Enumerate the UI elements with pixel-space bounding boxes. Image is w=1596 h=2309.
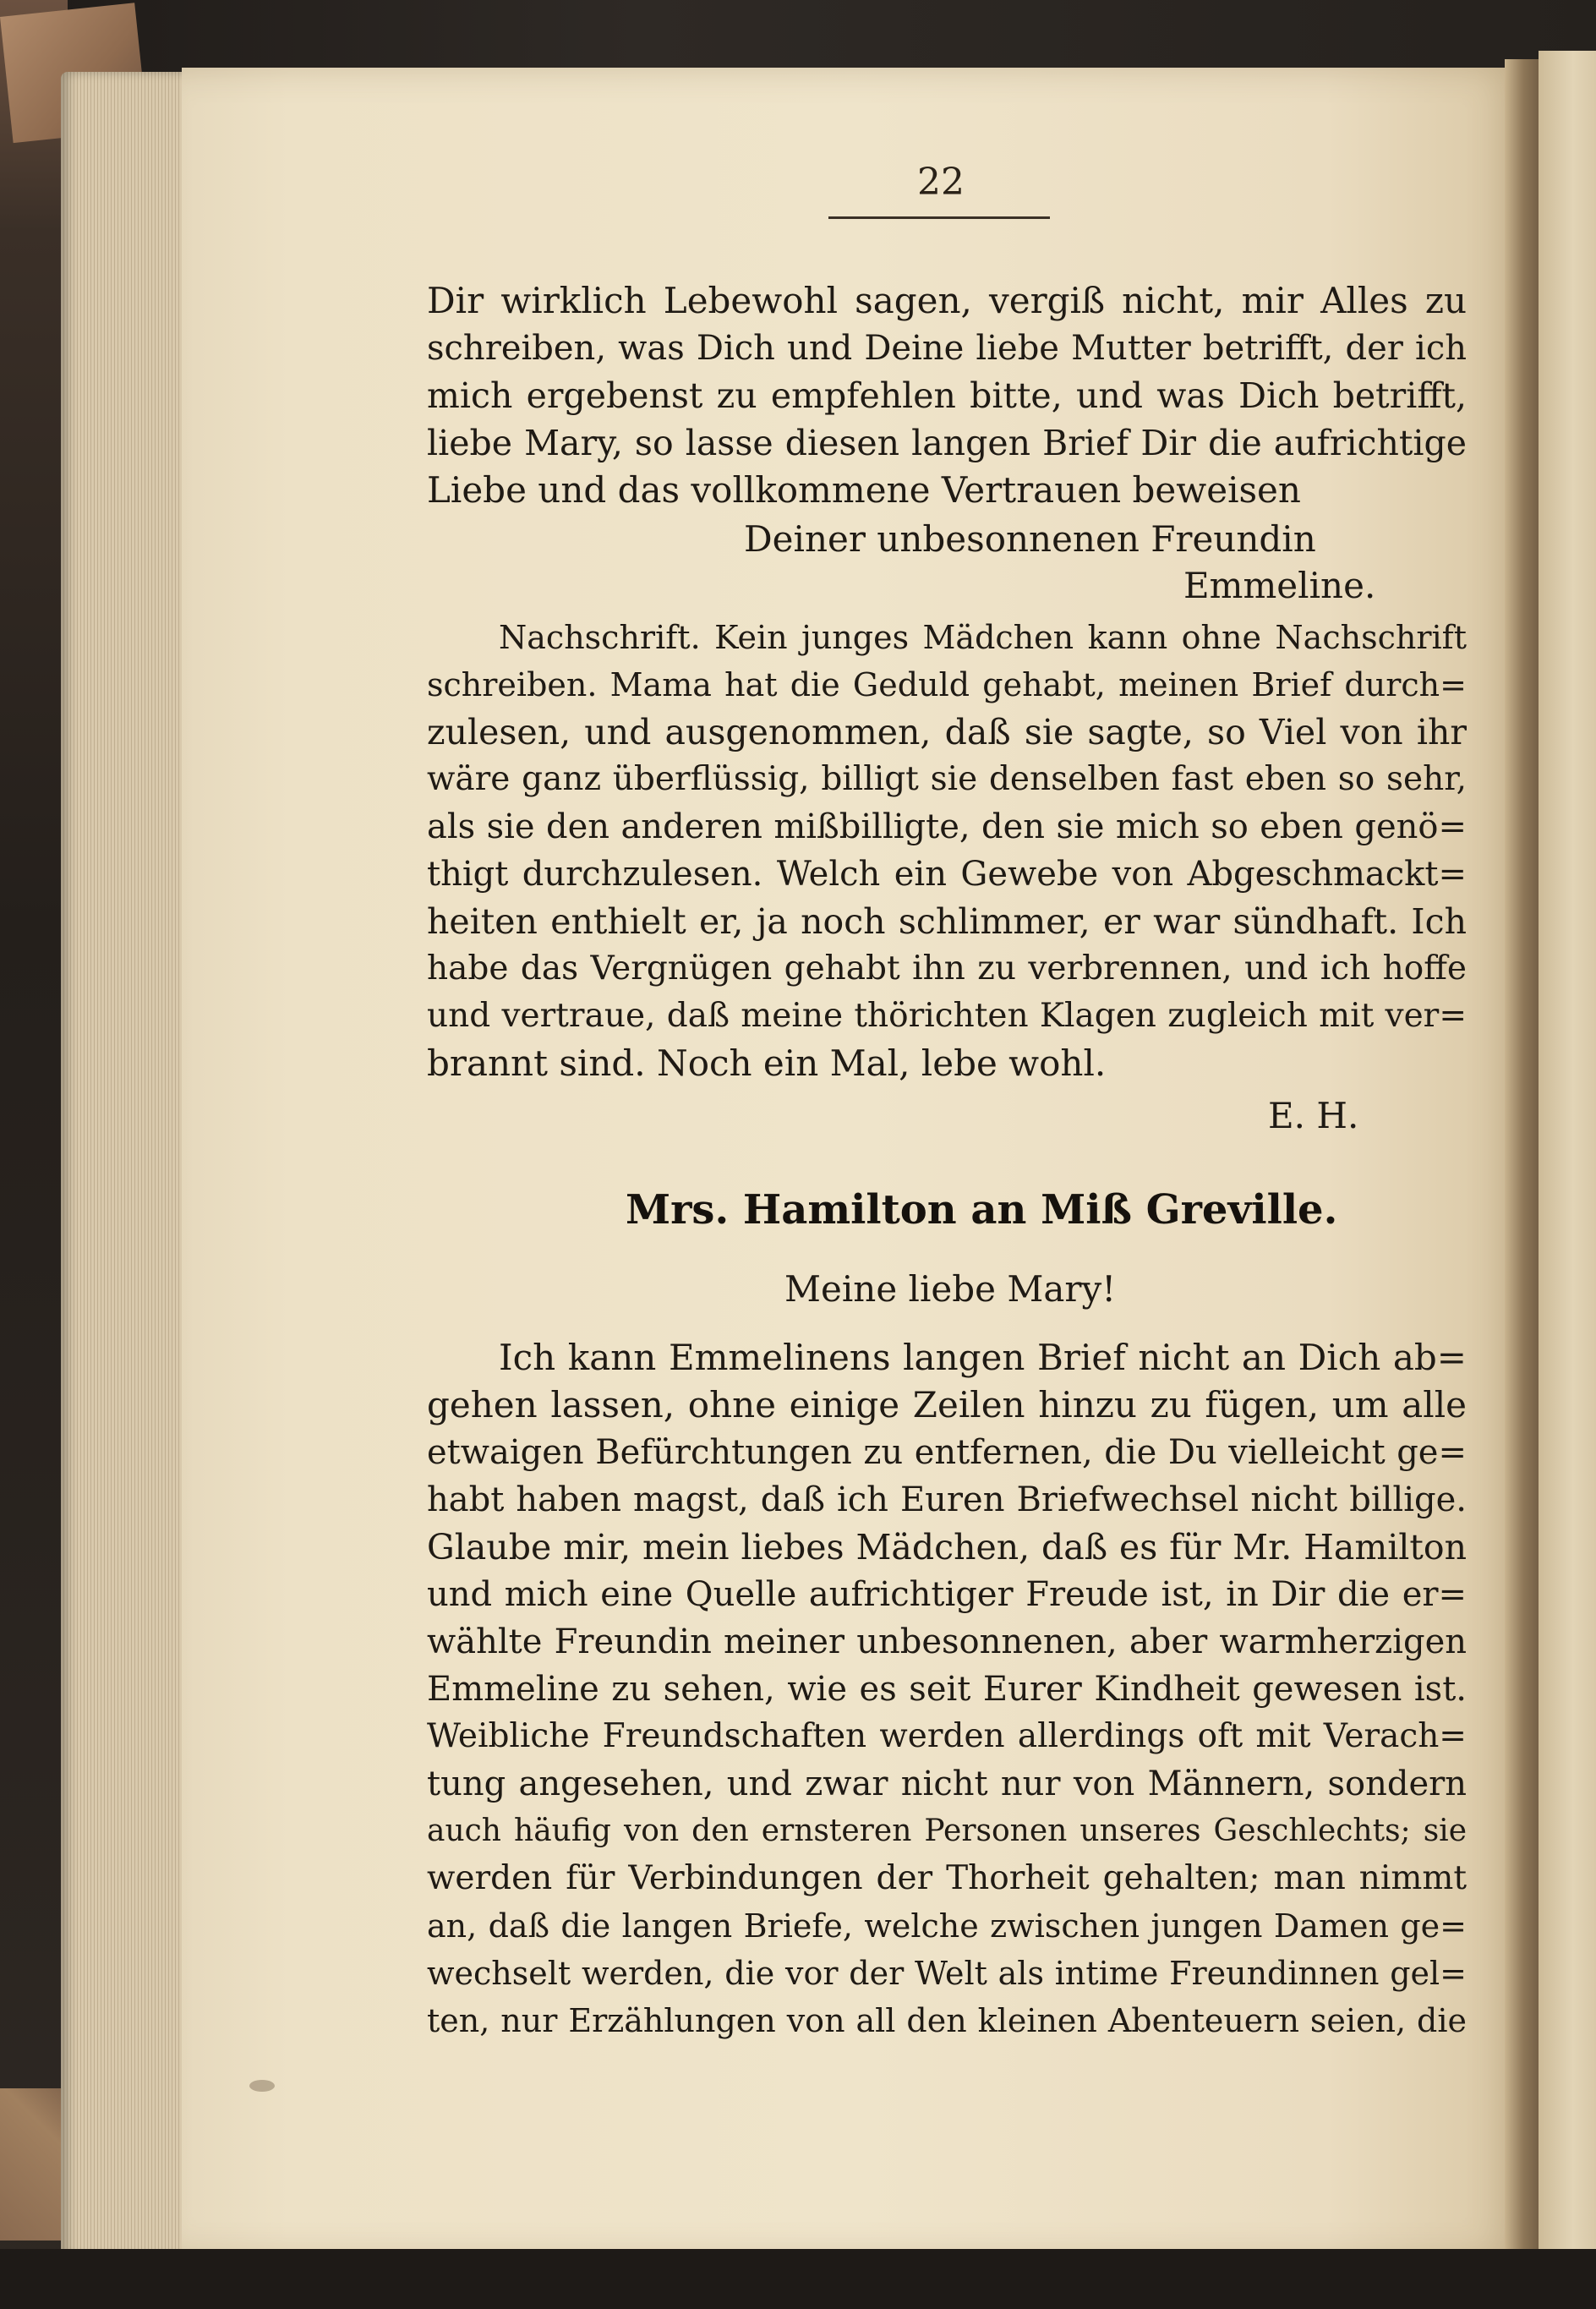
text-line: habe das Vergnügen gehabt ihn zu verbrennen, und ich hoffe	[427, 949, 1467, 988]
text-line: Ich kann Emmelinens langen Brief nicht an Dich ab=	[499, 1337, 1467, 1378]
book-gutter	[1505, 59, 1543, 2257]
text-line: thigt durchzulesen. Welch ein Gewebe von Abgeschmackt=	[427, 855, 1467, 894]
letter-closing: Deiner unbesonnenen Freundin	[744, 518, 1316, 560]
text-line: liebe Mary, so lasse diesen langen Brief Dir die aufrichtige	[427, 423, 1467, 463]
letter-heading: Mrs. Hamilton an Miß Greville.	[626, 1186, 1338, 1234]
text-line: und mich eine Quelle aufrichtiger Freude ist, in Dir die er=	[427, 1575, 1467, 1614]
book-cover-bottom-edge	[0, 2249, 1596, 2309]
text-line: schreiben, was Dich und Deine liebe Mutter betrifft, der ich	[427, 329, 1467, 368]
text-line: an, daß die langen Briefe, welche zwischen jungen Damen ge=	[427, 1907, 1467, 1945]
text-line: mich ergebenst zu empfehlen bitte, und was Dich betrifft,	[427, 375, 1467, 416]
text-line: und vertraue, daß meine thörichten Klagen zugleich mit ver=	[427, 997, 1467, 1035]
header-rule	[828, 216, 1050, 219]
text-line: zulesen, und ausgenommen, daß sie sagte, so Viel von ihr	[427, 712, 1467, 752]
letter-salutation: Meine liebe Mary!	[784, 1268, 1117, 1310]
next-page-edge	[1539, 51, 1596, 2257]
page-stack-edges	[61, 72, 196, 2257]
text-line: heiten enthielt er, ja noch schlimmer, er war sündhaft. Ich	[427, 901, 1467, 942]
text-line: auch häufig von den ernsteren Personen unseres Geschlechts; sie	[427, 1814, 1467, 1848]
text-line: etwaigen Befürchtungen zu entfernen, die Du vielleicht ge=	[427, 1433, 1467, 1472]
page-number: 22	[917, 161, 965, 204]
text-line: ten, nur Erzählungen von all den kleinen Abenteuern seien, die	[427, 2002, 1467, 2039]
text-line: wechselt werden, die vor der Welt als intime Freundinnen gel=	[427, 1955, 1467, 1992]
text-line: werden für Verbindungen der Thorheit gehalten; man nimmt	[427, 1859, 1467, 1897]
letter-signature: Emmeline.	[1183, 565, 1376, 606]
book-cover-left-edge	[0, 0, 68, 2309]
text-line: gehen lassen, ohne einige Zeilen hinzu zu fügen, um alle	[427, 1384, 1467, 1425]
text-line: schreiben. Mama hat die Geduld gehabt, meinen Brief durch=	[427, 666, 1467, 703]
text-line: Emmeline zu sehen, wie es seit Eurer Kindheit gewesen ist.	[427, 1670, 1467, 1709]
text-line: tung angesehen, und zwar nicht nur von Männern, sondern	[427, 1765, 1467, 1803]
text-line: Liebe und das vollkommene Vertrauen beweisen	[427, 469, 1301, 511]
text-line: Glaube mir, mein liebes Mädchen, daß es für Mr. Hamilton	[427, 1527, 1467, 1568]
text-line: wählte Freundin meiner unbesonnenen, aber warmherzigen	[427, 1622, 1467, 1661]
text-line: Nachschrift. Kein junges Mädchen kann ohne Nachschrift	[499, 619, 1467, 656]
postscript-initials: E. H.	[1268, 1095, 1359, 1136]
text-line: wäre ganz überflüssig, billigt sie denselben fast eben so sehr,	[427, 760, 1467, 798]
text-line: Dir wirklich Lebewohl sagen, vergiß nicht, mir Alles zu	[427, 280, 1467, 321]
text-line: brannt sind. Noch ein Mal, lebe wohl.	[427, 1042, 1107, 1084]
text-line: Weibliche Freundschaften werden allerdings oft mit Verach=	[427, 1717, 1467, 1755]
text-line: habt haben magst, daß ich Euren Briefwechsel nicht billige.	[427, 1480, 1467, 1519]
text-line: als sie den anderen mißbilligte, den sie mich so eben genö=	[427, 807, 1467, 846]
page-smudge	[249, 2080, 275, 2092]
